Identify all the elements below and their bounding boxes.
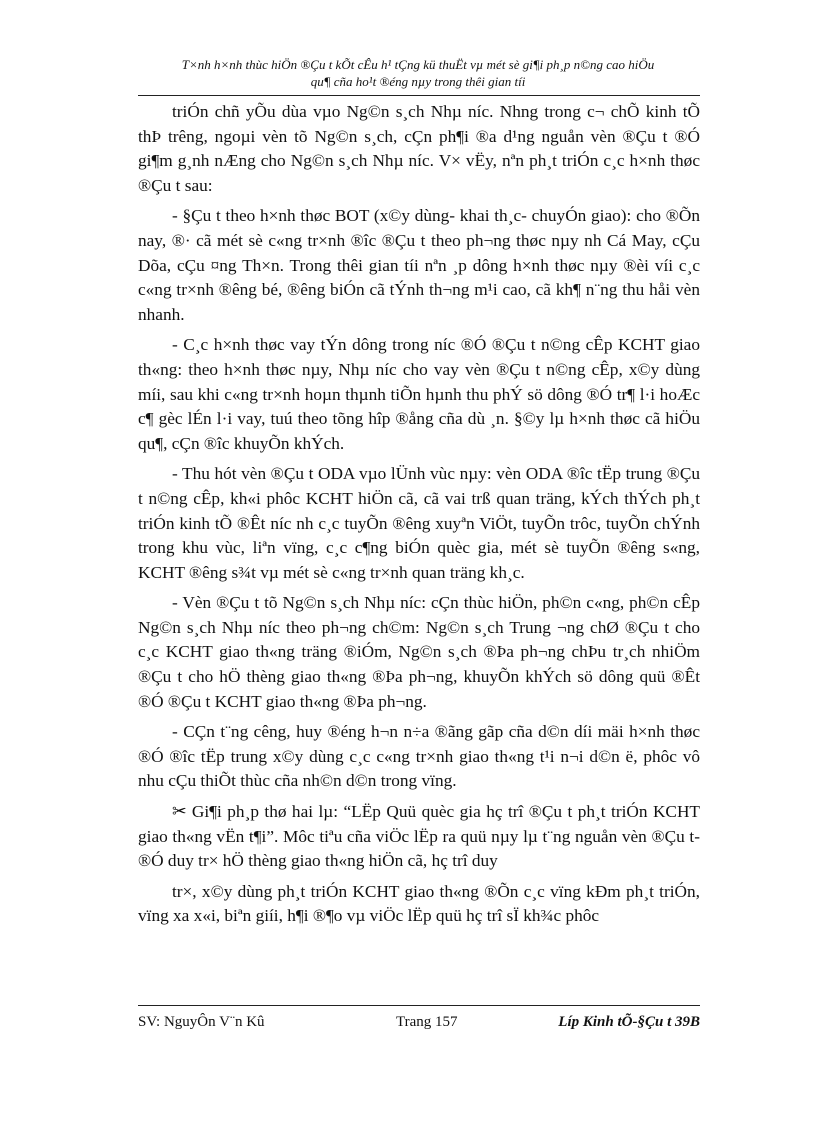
- paragraph-5: - Vèn ®Çu t tõ Ng©n s¸ch Nhµ níc: cÇn thùc hiÖn, ph©n c«ng, ph©n cÊp Ng©n s¸ch Nhµ níc theo ph¬ng ch©m: Ng©n s¸ch Trung ¬ng chØ ®Çu t cho c¸c KCHT giao th«ng träng ®iÓm, Ng©n s¸ch ®Þa ph¬ng chÞu tr¸ch nhiÖm ®Çu t cho hÖ thèng giao th«ng ®Þa ph¬ng, khuyÕn khÝch sö dông quü ®Êt ®Ó ®Çu t KCHT giao th«ng ®Þa ph¬ng.: [138, 593, 700, 711]
- paragraph-8: tr×, x©y dùng ph¸t triÓn KCHT giao th«ng ®Õn c¸c vïng kÐm ph¸t triÓn, vïng xa x«i, biªn giíi, h¶i ®¶o vµ viÖc lËp quü hç trî sÏ kh¾c phôc: [138, 881, 700, 926]
- paragraph-2: - §Çu t theo h×nh thøc BOT (x©y dùng- khai th¸c- chuyÓn giao): cho ®Õn nay, ®· cã mét sè c«ng tr×nh ®îc ®Çu t theo ph¬ng thøc nµy nh Cá May, cÇu Dõa, cÇu ¤ng Th×n. Trong thêi gian tíi nªn ¸p dông h×nh thøc nµy ®èi víi c¸c c«ng tr×nh ®êng bé, ®êng biÓn cã tÝnh th¬ng m¹i cao, cã kh¶ n¨ng thu håi vèn nhanh.: [138, 206, 700, 324]
- paragraph-4: - Thu hót vèn ®Çu t ODA vµo lÜnh vùc nµy: vèn ODA ®îc tËp trung ®Çu t n©ng cÊp, kh«i phôc KCHT hiÖn cã, cã vai trß quan träng, kÝch thÝch ph¸t triÓn kinh tÕ ®Êt níc nh c¸c tuyÕn ®êng xuyªn ViÖt, tuyÕn trôc, tuyÕn chÝnh trong khu vùc, liªn vïng, c¸c c¶ng biÓn quèc gia, mét sè tuyÕn ®êng s«ng, KCHT ®êng s¾t vµ mét sè c«ng tr×nh quan träng kh¸c.: [138, 464, 700, 582]
- header-divider: [138, 95, 700, 96]
- paragraph-1: triÓn chñ yÕu dùa vµo Ng©n s¸ch Nhµ níc. Nhng trong c¬ chÕ kinh tÕ thÞ trêng, ngoµi vèn tõ Ng©n s¸ch, cÇn ph¶i ®a d¹ng nguån vèn ®Çu t ®Ó gi¶m g¸nh nÆng cho Ng©n s¸ch Nhµ níc. V× vËy, nªn ph¸t triÓn c¸c h×nh thøc ®Çu t sau:: [138, 102, 700, 195]
- footer-student-name: SV: NguyÔn V¨n Kû: [138, 1014, 265, 1030]
- body-text: [138, 100, 700, 935]
- paragraph-6: - CÇn t¨ng cêng, huy ®éng h¬n n÷a ®ãng gãp cña d©n díi mäi h×nh thøc ®Ó ®îc tËp trung x©y dùng c¸c c«ng tr×nh giao th«ng t¹i n¬i d©n ë, phôc vô nhu cÇu thiÕt thùc cña nh©n d©n trong vïng.: [138, 722, 700, 791]
- header-title-line-2: qu¶ cña ho¹t ®éng nµy trong thêi gian tíi: [310, 74, 526, 89]
- paragraph-3: - C¸c h×nh thøc vay tÝn dông trong níc ®Ó ®Çu t n©ng cÊp KCHT giao th«ng: theo h×nh thøc nµy, Nhµ níc cho vay vèn ®Çu t n©ng cÊp, x©y dùng míi, sau khi c«ng tr×nh hoµn thµnh tiÕn hµnh thu phÝ sö dông ®Ó tr¶ l·i hoÆc c¶ gèc lÉn l·i vay, tuú theo tõng hîp ®ång cña dù ¸n. §©y lµ h×nh thøc cã hiÖu qu¶, cÇn ®îc khuyÕn khÝch.: [138, 335, 700, 453]
- page-header: [138, 56, 698, 90]
- footer-class-name: Líp Kinh tÕ-§Çu t 39B: [558, 1014, 700, 1030]
- footer-divider: [138, 1005, 700, 1006]
- header-title-line-1: T×nh h×nh thùc hiÖn ®Çu t kÕt cÊu h¹ tÇng kü thuËt vµ mét sè gi¶i ph¸p n©ng cao hiÖu: [181, 57, 655, 72]
- footer-page-number: Trang 157: [396, 1014, 458, 1030]
- paragraph-7: ✂ Gi¶i ph¸p thø hai lµ: “LËp Quü quèc gia hç trî ®Çu t ph¸t triÓn KCHT giao th«ng vËn t¶i”. Môc tiªu cña viÖc lËp ra quü nµy lµ t¨ng nguån vèn ®Çu t ®Ó duy tr× hÖ thèng giao th«ng hiÖn cã, hç trî duy: [138, 802, 700, 871]
